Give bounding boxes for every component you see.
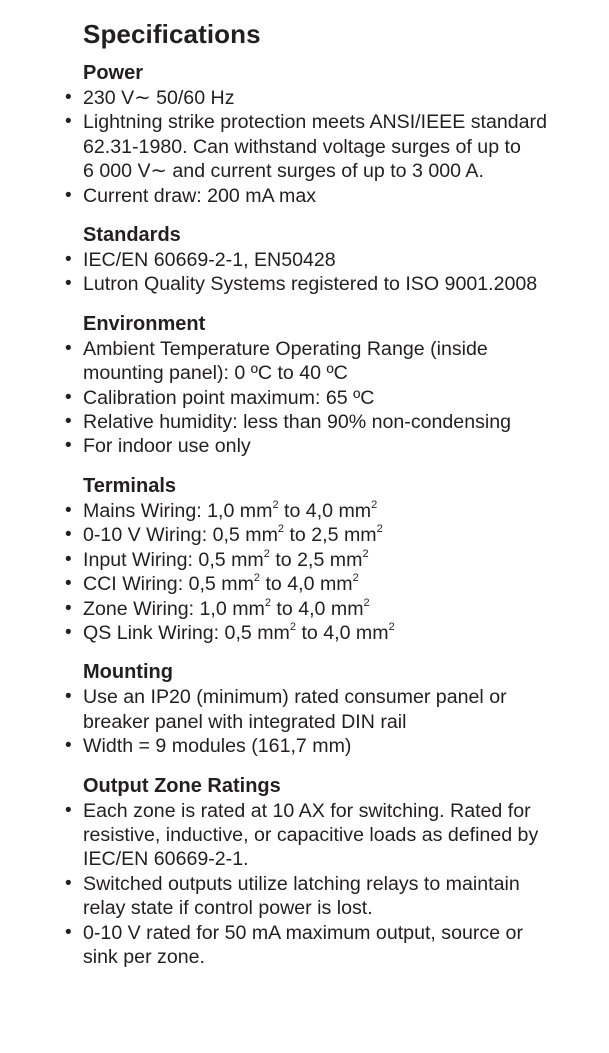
bullet-item xyxy=(62,799,602,872)
unit-exponent: 2 xyxy=(371,498,378,511)
bullet-dot-icon: • xyxy=(65,411,72,433)
bullet-text-line: IEC/EN 60669-2-1, EN50428 xyxy=(83,249,336,272)
wiring-range-end: to 2,5 mm xyxy=(284,524,377,547)
bullet-text-line xyxy=(83,572,602,596)
section-heading: Environment xyxy=(83,312,206,335)
wiring-range-end: to 2,5 mm xyxy=(269,548,363,571)
bullet-dot-icon: • xyxy=(65,686,72,708)
bullet-item xyxy=(62,572,602,596)
bullet-text-line: 62.31-1980. Can withstand voltage surges of up to xyxy=(83,135,521,158)
bullet-text-line: Ambient Temperature Operating Range (inside xyxy=(83,337,488,360)
wiring-range-end: to 4,0 mm xyxy=(296,621,389,644)
bullet-text-line: Use an IP20 (minimum) rated consumer panel or xyxy=(83,686,507,709)
bullet-list xyxy=(62,499,602,645)
bullet-dot-icon: • xyxy=(65,499,72,521)
bullet-list xyxy=(62,799,602,970)
unit-exponent: 2 xyxy=(263,547,270,560)
bullet-item xyxy=(62,410,602,434)
bullet-dot-icon: • xyxy=(65,386,72,408)
bullet-text-line: 6 000 V∼ and current surges of up to 3 000 A. xyxy=(83,160,484,183)
bullet-text-line: breaker panel with integrated DIN rail xyxy=(83,710,407,733)
unit-exponent: 2 xyxy=(253,572,261,585)
bullet-item xyxy=(62,548,602,572)
bullet-dot-icon: • xyxy=(65,87,72,108)
sections-container xyxy=(62,60,602,969)
bullet-list xyxy=(62,86,602,208)
bullet-text-line: 230 V∼ 50/60 Hz xyxy=(83,87,235,109)
bullet-item xyxy=(62,872,602,921)
bullet-text-line: Lightning strike protection meets ANSI/IEEE standard xyxy=(83,111,547,134)
section-standards xyxy=(62,222,602,297)
bullet-dot-icon: • xyxy=(65,735,72,757)
bullet-list xyxy=(62,337,602,459)
unit-exponent: 2 xyxy=(352,572,359,585)
bullet-text-line: Width = 9 modules (161,7 mm) xyxy=(83,735,352,758)
bullet-text-line: Lutron Quality Systems registered to ISO 9001.2008 xyxy=(83,273,538,296)
bullet-text-line xyxy=(83,548,602,572)
bullet-item xyxy=(62,337,602,386)
bullet-list xyxy=(62,248,602,297)
bullet-dot-icon: • xyxy=(65,111,72,133)
bullet-dot-icon: • xyxy=(65,548,72,570)
bullet-text-line: For indoor use only xyxy=(83,435,251,458)
bullet-text-line xyxy=(83,621,602,645)
bullet-dot-icon: • xyxy=(65,337,72,359)
bullet-dot-icon: • xyxy=(65,249,72,271)
bullet-text-line: relay state if control power is lost. xyxy=(83,897,373,920)
bullet-text-line xyxy=(83,597,602,621)
bullet-item xyxy=(62,184,602,208)
bullet-text-line: Current draw: 200 mA max xyxy=(83,184,317,207)
section-mounting xyxy=(62,659,602,758)
bullet-text-line: sink per zone. xyxy=(83,945,205,968)
wiring-range-start: Zone Wiring: 1,0 mm xyxy=(83,597,265,620)
bullet-item xyxy=(62,621,602,645)
bullet-item xyxy=(62,86,602,110)
bullet-text-line: Relative humidity: less than 90% non-condensing xyxy=(83,411,512,434)
wiring-range-end: to 4,0 mm xyxy=(260,573,353,596)
section-power xyxy=(62,60,602,208)
section-environment xyxy=(62,311,602,459)
bullet-dot-icon: • xyxy=(65,273,72,295)
section-heading: Output Zone Ratings xyxy=(83,774,281,797)
unit-exponent: 2 xyxy=(363,596,370,609)
unit-exponent: 2 xyxy=(388,620,395,633)
wiring-range-end: to 4,0 mm xyxy=(270,597,364,620)
bullet-dot-icon: • xyxy=(65,921,72,943)
bullet-item xyxy=(62,272,602,296)
bullet-dot-icon: • xyxy=(65,597,72,619)
wiring-range-start: Input Wiring: 0,5 mm xyxy=(83,548,264,571)
bullet-list xyxy=(62,685,602,758)
section-heading: Power xyxy=(83,62,144,84)
wiring-range-start: Mains Wiring: 1,0 mm xyxy=(83,499,273,522)
bullet-text-line: IEC/EN 60669-2-1. xyxy=(83,848,249,871)
bullet-text-line: mounting panel): 0 ºC to 40 ºC xyxy=(83,362,348,385)
section-heading: Standards xyxy=(83,224,181,247)
bullet-item xyxy=(62,110,602,183)
section-heading: Mounting xyxy=(83,661,173,684)
wiring-range-start: QS Link Wiring: 0,5 mm xyxy=(83,621,290,644)
unit-exponent: 2 xyxy=(376,523,383,536)
bullet-text-line: Switched outputs utilize latching relays to maintain xyxy=(83,872,520,895)
unit-exponent: 2 xyxy=(362,547,369,560)
bullet-dot-icon: • xyxy=(65,872,72,894)
unit-exponent: 2 xyxy=(272,498,279,511)
section-heading: Terminals xyxy=(83,474,176,497)
bullet-text-line: 0-10 V rated for 50 mA maximum output, source or xyxy=(83,921,523,944)
unit-exponent: 2 xyxy=(264,596,271,609)
bullet-item xyxy=(62,434,602,458)
bullet-dot-icon: • xyxy=(65,524,72,546)
bullet-item xyxy=(62,499,602,523)
bullet-item xyxy=(62,523,602,547)
bullet-dot-icon: • xyxy=(65,573,72,595)
bullet-text-line xyxy=(83,523,602,547)
bullet-item xyxy=(62,597,602,621)
bullet-item xyxy=(62,921,602,970)
bullet-text-line: Calibration point maximum: 65 ºC xyxy=(83,386,375,409)
bullet-dot-icon: • xyxy=(65,184,72,206)
unit-exponent: 2 xyxy=(289,620,296,633)
bullet-dot-icon: • xyxy=(65,621,72,643)
bullet-text-line xyxy=(83,499,602,523)
section-output-zone-ratings xyxy=(62,773,602,970)
wiring-range-start: 0-10 V Wiring: 0,5 mm xyxy=(83,524,278,547)
bullet-text-line: Each zone is rated at 10 AX for switching. Rated for xyxy=(83,799,531,822)
bullet-text-line: resistive, inductive, or capacitive loads as defined by xyxy=(83,823,539,846)
bullet-item xyxy=(62,685,602,734)
section-terminals xyxy=(62,473,602,645)
bullet-item xyxy=(62,734,602,758)
bullet-dot-icon: • xyxy=(65,799,72,821)
wiring-range-start: CCI Wiring: 0,5 mm xyxy=(83,573,254,596)
wiring-range-end: to 4,0 mm xyxy=(278,499,372,522)
page-title: Specifications xyxy=(83,19,261,49)
specifications-page xyxy=(62,16,602,969)
unit-exponent: 2 xyxy=(277,523,285,536)
bullet-item xyxy=(62,386,602,410)
bullet-dot-icon: • xyxy=(65,435,72,457)
bullet-item xyxy=(62,248,602,272)
